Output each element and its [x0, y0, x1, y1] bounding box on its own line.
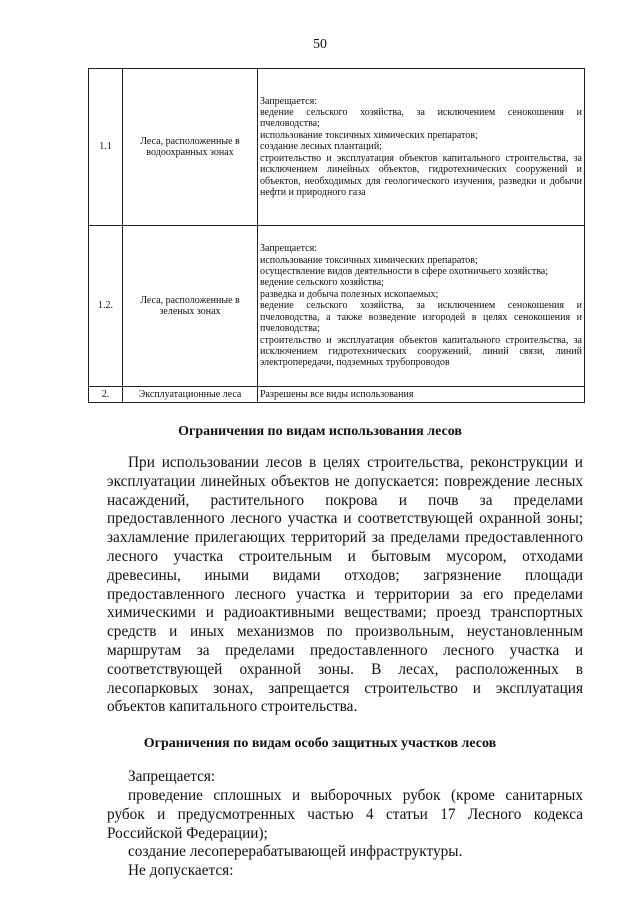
restrictions-table — [88, 68, 585, 403]
page-number: 50 — [313, 37, 327, 52]
cell-line: разведка и добыча полезных ископаемых; — [260, 288, 439, 300]
body-line: создание лесоперерабатывающей инфраструктуры. — [128, 843, 463, 861]
body-line: Запрещается: — [128, 768, 216, 786]
cell-line: использование токсичных химических препаратов; — [260, 254, 478, 266]
cell-line: ведение сельского хозяйства, за исключением сенокошения и пчеловодства, а также возведение изгородей в целях сенокошения и пчеловодства; — [260, 300, 582, 335]
cell-line: строительство и эксплуатация объектов капитального строительства, за исключением линейных объектов, гидротехнических сооружений и объектов, необходимых для геологического изучения, разведки и добычи нефти и природного газа — [260, 152, 582, 198]
cell-line: ведение сельского хозяйства; — [260, 277, 384, 289]
restrictions-cell: Разрешены все виды использования — [258, 387, 585, 403]
cell-line: использование токсичных химических препаратов; — [260, 129, 478, 141]
cell-line: ведение сельского хозяйства, за исключением сенокошения и пчеловодства; — [260, 107, 582, 130]
forest-category: Леса, расположенные в зеленых зонах — [123, 226, 258, 387]
body-paragraph: При использовании лесов в целях строительства, реконструкции и эксплуатации линейных объектов не допускается: повреждение лесных насаждений, растительного покрова и почв за пределами предоставленного лесного участка и соответствующей охранной зоны; захламление прилегающих территорий за пределами предоставленного лесного участка строительным и бытовым мусором, отходами древесины, иными видами отходов; загрязнение площади предоставленного лесного участка и территории за его пределами химическими и радиоактивными веществами; проезд транспортных средств и иных механизмов по произвольным, неустановленным маршрутам за пределами предоставленного лесного участка и соответствующей охранной зоны. В лесах, расположенных в лесопарковых зонах, запрещается строительство и эксплуатация объектов капитального строительства. — [107, 454, 583, 716]
cell-line: Запрещается: — [260, 95, 317, 107]
table-row — [89, 387, 585, 403]
cell-line: строительство и эксплуатация объектов капитального строительства, за исключением гидротехнических сооружений, линий связи, линий электропередачи, подземных трубопроводов — [260, 334, 582, 369]
cell-line: создание лесных плантаций; — [260, 141, 382, 153]
table-row — [89, 69, 585, 226]
restrictions-cell — [258, 69, 585, 226]
forest-category: Эксплуатационные леса — [123, 387, 258, 403]
body-paragraph: проведение сплошных и выборочных рубок (кроме санитарных рубок и предусмотренных частью 4 статьи 17 Лесного кодекса Российской Федерации); — [107, 786, 583, 842]
cell-line: осуществление видов деятельности в сфере охотничьего хозяйства; — [260, 266, 549, 278]
body-line: Не допускается: — [128, 862, 234, 880]
row-number: 1.1 — [89, 69, 123, 226]
cell-line: Запрещается: — [260, 243, 317, 255]
section-heading: Ограничения по видам использования лесов — [178, 424, 462, 439]
row-number: 1.2. — [89, 226, 123, 387]
row-number: 2. — [89, 387, 123, 403]
restrictions-cell — [258, 226, 585, 387]
table-row — [89, 226, 585, 387]
forest-category: Леса, расположенные в водоохранных зонах — [123, 69, 258, 226]
section-heading: Ограничения по видам особо защитных участков лесов — [143, 736, 497, 752]
